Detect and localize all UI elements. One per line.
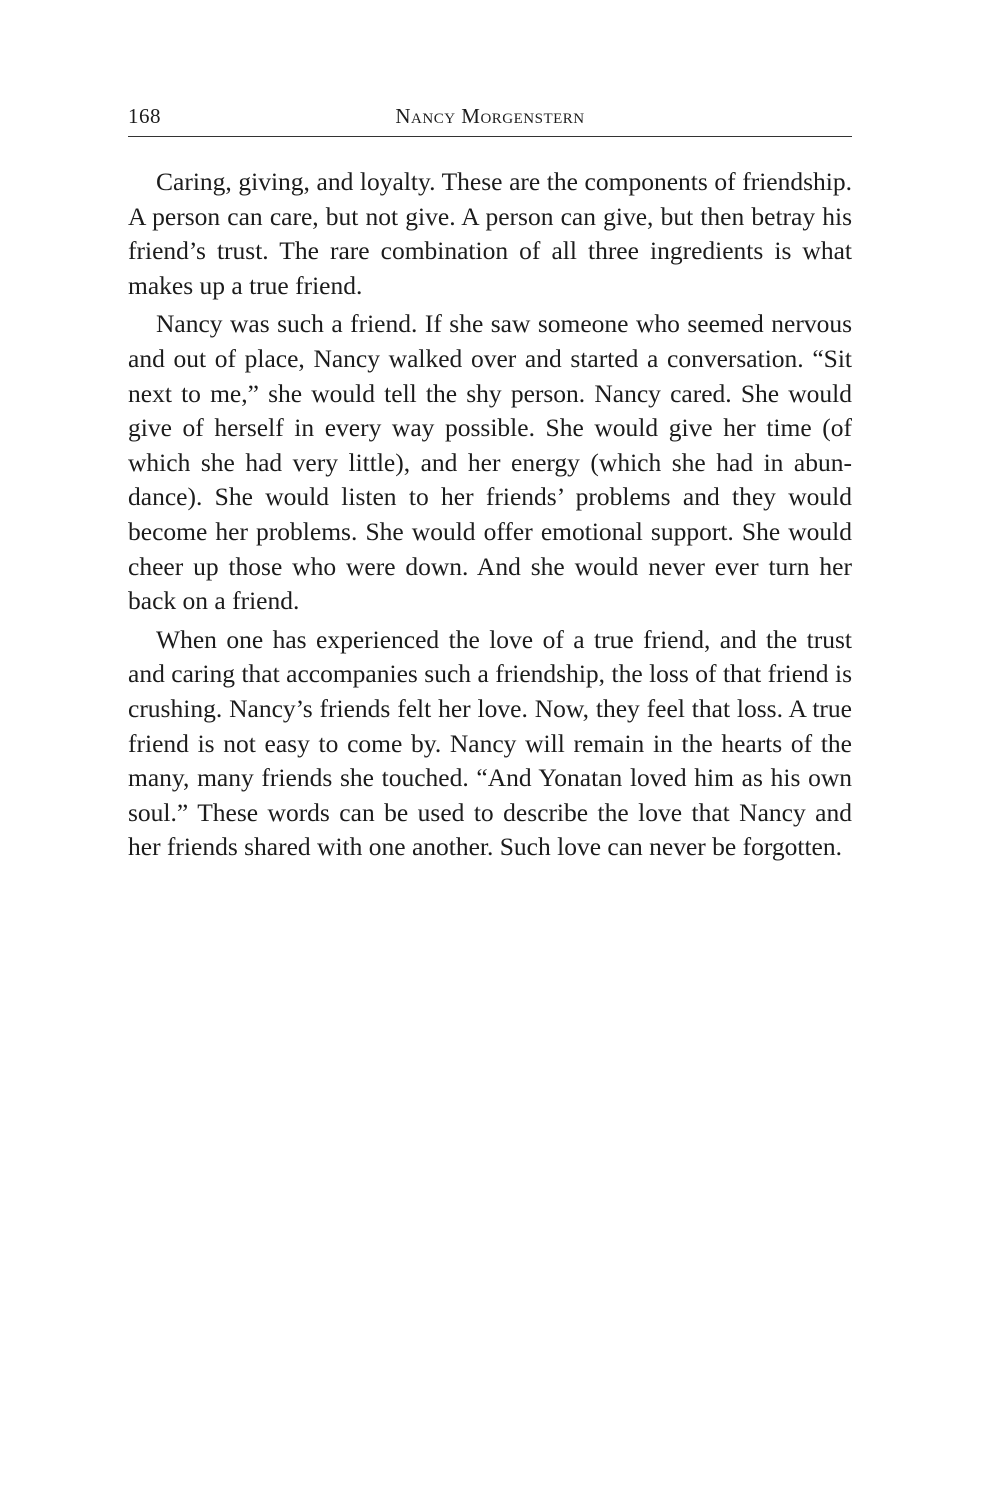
paragraph-2: Nancy was such a friend. If she saw someone who seemed nervous and out of place, Nancy walked over and started a conversation. “Sit next to me,” she would tell the shy person. Nancy cared. She would give of herself in every way possible. She would give her time (of which she had very little), and her energy (which she had in abundance). She would listen to her friends’ problems and they would become her problems. She would offer emotional support. She would cheer up those who were down. And she would never ever turn her back on a friend. [128, 309, 852, 616]
running-head [128, 100, 852, 137]
paragraph-1: Caring, giving, and loyalty. These are the components of friendship. A person can care, but not give. A person can give, but then betray his friend’s trust. The rare combination of all three ingredients is what makes up a true friend. [128, 167, 852, 300]
paragraph-3: When one has experienced the love of a true friend, and the trust and caring that accompanies such a friendship, the loss of that friend is crushing. Nancy’s friends felt her love. Now, they feel that loss. A true friend is not easy to come by. Nancy will remain in the hearts of the many, many friends she touched. “And Yonatan loved him as his own soul.” These words can be used to describe the love that Nancy and her friends shared with one another. Such love can never be forgotten. [128, 624, 852, 862]
page-number: 168 [128, 104, 161, 128]
body-text [128, 165, 852, 865]
book-page [128, 100, 852, 869]
running-title: Nancy Morgenstern [395, 104, 585, 128]
